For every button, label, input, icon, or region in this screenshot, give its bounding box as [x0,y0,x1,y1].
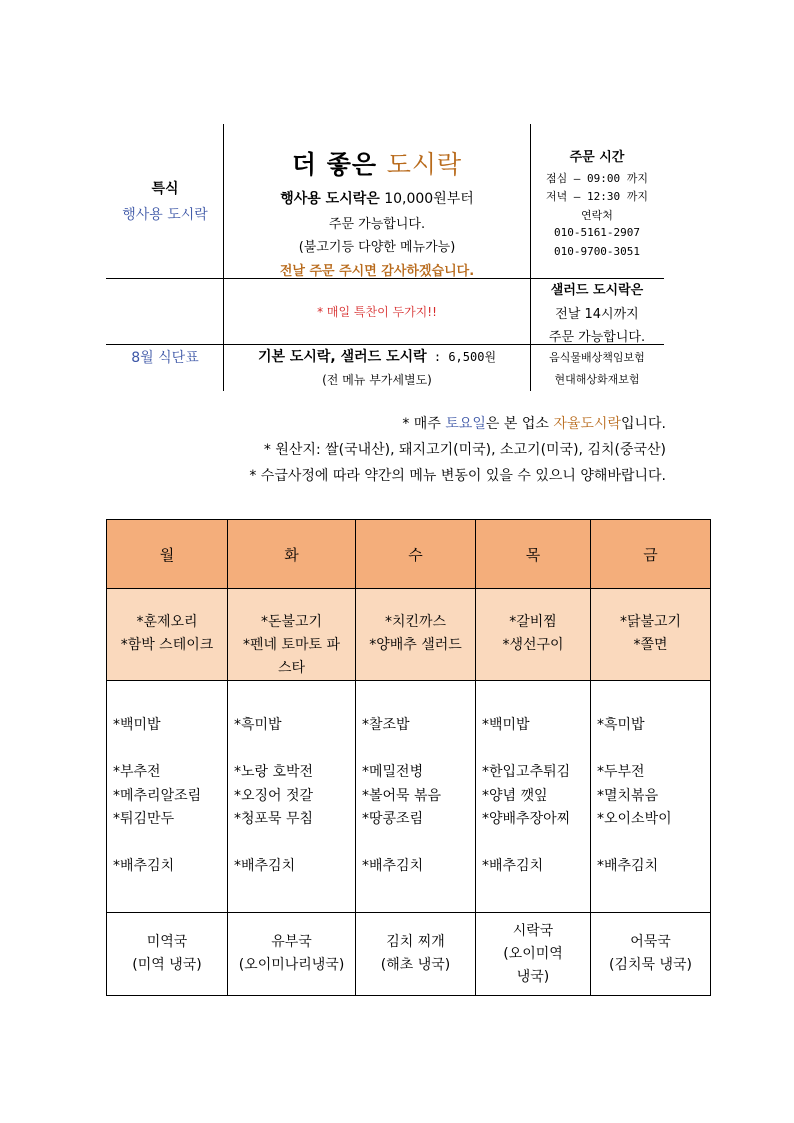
day-header-row [107,520,711,589]
daily-special-text: * 매일 특찬이 두가지!! [317,305,437,319]
insurance-line1: 음식물배상책임보험 [549,351,645,364]
price-line [224,346,530,366]
side-item: *노랑 호박전 [234,764,314,780]
main-dish: *쫄면 [633,637,668,653]
main-dish: *펜네 토마토 파스타 [242,637,341,676]
kimchi-item: *배추김치 [113,858,175,874]
soup-alt: (오이미나리냉국) [238,957,345,973]
kimchi-item: *배추김치 [482,858,544,874]
main-dish-cell [356,589,476,681]
main-dish: *함박 스테이크 [120,637,214,653]
side-dish-row [107,681,711,913]
side-item: *메밀전병 [362,764,424,780]
intro-line1 [224,188,530,208]
note-self-lunchbox: 자율도시락 [553,416,621,432]
special-label: 특식 [151,181,179,197]
soup-cell [476,913,591,996]
note-text: 입니다. [620,416,666,432]
soup-name: 유부국 [271,934,312,950]
note-origin: * 원산지: 쌀(국내산), 돼지고기(미국), 소고기(미국), 김치(중국산) [263,442,666,458]
day-header: 목 [476,520,591,589]
side-item: *메추리알조림 [113,787,202,804]
brand-title [224,145,530,181]
main-dish: *돈불고기 [260,614,323,630]
price-bold: 기본 도시락, 샐러드 도시락 [257,349,427,365]
brand-part1: 더 좋은 [291,150,387,179]
side-dish-cell [107,681,228,913]
side-item: *오징어 젓갈 [234,787,314,804]
soup-alt: (미역 냉국) [132,957,202,973]
note-saturday-word: 토요일 [445,416,486,432]
side-item: *멸치볶음 [597,787,659,804]
side-item: *한입고추튀김 [482,764,571,780]
rice-item: *흑미밥 [597,717,645,733]
rice-item: *백미밥 [113,717,161,733]
day-header: 월 [107,520,228,589]
salad-line2: 전날 14시까지 [555,307,639,322]
intro-line2: 주문 가능합니다. [328,217,426,232]
note-text: 은 본 업소 [485,416,554,432]
main-dish: *치킨까스 [384,614,447,630]
soup-cell [107,913,228,996]
soup-cell [356,913,476,996]
note-saturday [402,413,666,433]
main-dish: *닭불고기 [619,614,682,630]
side-dish-cell [356,681,476,913]
side-item: *양념 깻잎 [482,787,548,804]
side-dish-cell [476,681,591,913]
side-item: *오이소박이 [597,811,672,827]
soup-alt: (김치묵 냉국) [609,957,692,973]
main-dish: *양배추 샐러드 [369,637,462,653]
rice-item: *찰조밥 [362,717,410,733]
side-item: *땅콩조림 [362,811,424,827]
salad-line3: 주문 가능합니다. [548,330,646,345]
soup-name: 미역국 [146,934,188,950]
kimchi-item: *배추김치 [234,858,296,874]
brand-part2: 도시락 [386,150,463,179]
intro-line3: (불고기등 다양한 메뉴가능) [298,240,456,255]
soup-alt: (해초 냉국) [380,957,451,973]
soup-cell [228,913,356,996]
rice-item: *백미밥 [482,717,530,733]
side-dish-cell [591,681,711,913]
price-value: : 6,500원 [426,350,497,364]
soup-name: 김치 찌개 [386,934,445,950]
thanks-text: 전날 주문 주시면 감사하겠습니다. [279,264,475,279]
kimchi-item: *배추김치 [362,858,424,874]
day-header: 화 [228,520,356,589]
main-dish-cell [591,589,711,681]
day-header: 금 [591,520,711,589]
intro-rest: 10,000원부터 [379,191,474,207]
main-dish-cell [476,589,591,681]
main-dish: *훈제오리 [136,614,198,630]
weekly-menu-table [106,519,711,996]
insurance-line2: 현대해상화재보험 [554,373,640,386]
side-item: *양배추장아찌 [482,811,571,827]
side-item: *두부전 [597,764,645,780]
side-dish-cell [228,681,356,913]
main-dish: *생선구이 [502,637,564,653]
contact-label: 연락처 [581,209,613,222]
phone-2: 010-9700-3051 [553,245,641,258]
side-item: *튀김만두 [113,811,175,827]
soup-name: 어묵국 [630,934,671,950]
phone-1: 010-5161-2907 [553,226,641,239]
event-label: 행사용 도시락 [122,207,208,223]
main-dish: *갈비찜 [509,614,557,630]
salad-line1: 샐러드 도시락은 [550,283,644,298]
vat-note: (전 메뉴 부가세별도) [322,373,432,387]
main-dish-row [107,589,711,681]
main-dish-cell [228,589,356,681]
order-time-lunch: 점심 – 09:00 까지 [545,172,649,185]
main-dish-cell [107,589,228,681]
rice-item: *흑미밥 [234,717,282,733]
soup-cell [591,913,711,996]
order-time-title: 주문 시간 [569,150,625,165]
order-time-dinner: 저녁 – 12:30 까지 [545,190,649,203]
day-header: 수 [356,520,476,589]
side-item: *볼어묵 볶음 [362,787,442,804]
month-label: 8월 식단표 [131,350,199,366]
side-item: *청포묵 무침 [234,811,314,827]
soup-name: 시락국 [512,922,554,939]
soup-alt: (오이미역 냉국) [503,945,563,985]
side-item: *부추전 [113,764,161,780]
note-text: * 매주 [402,416,446,432]
kimchi-item: *배추김치 [597,858,659,874]
note-menu-change: * 수급사정에 따라 약간의 메뉴 변동이 있을 수 있으니 양해바랍니다. [249,468,666,484]
intro-bold: 행사용 도시락은 [280,191,380,207]
soup-row [107,913,711,996]
